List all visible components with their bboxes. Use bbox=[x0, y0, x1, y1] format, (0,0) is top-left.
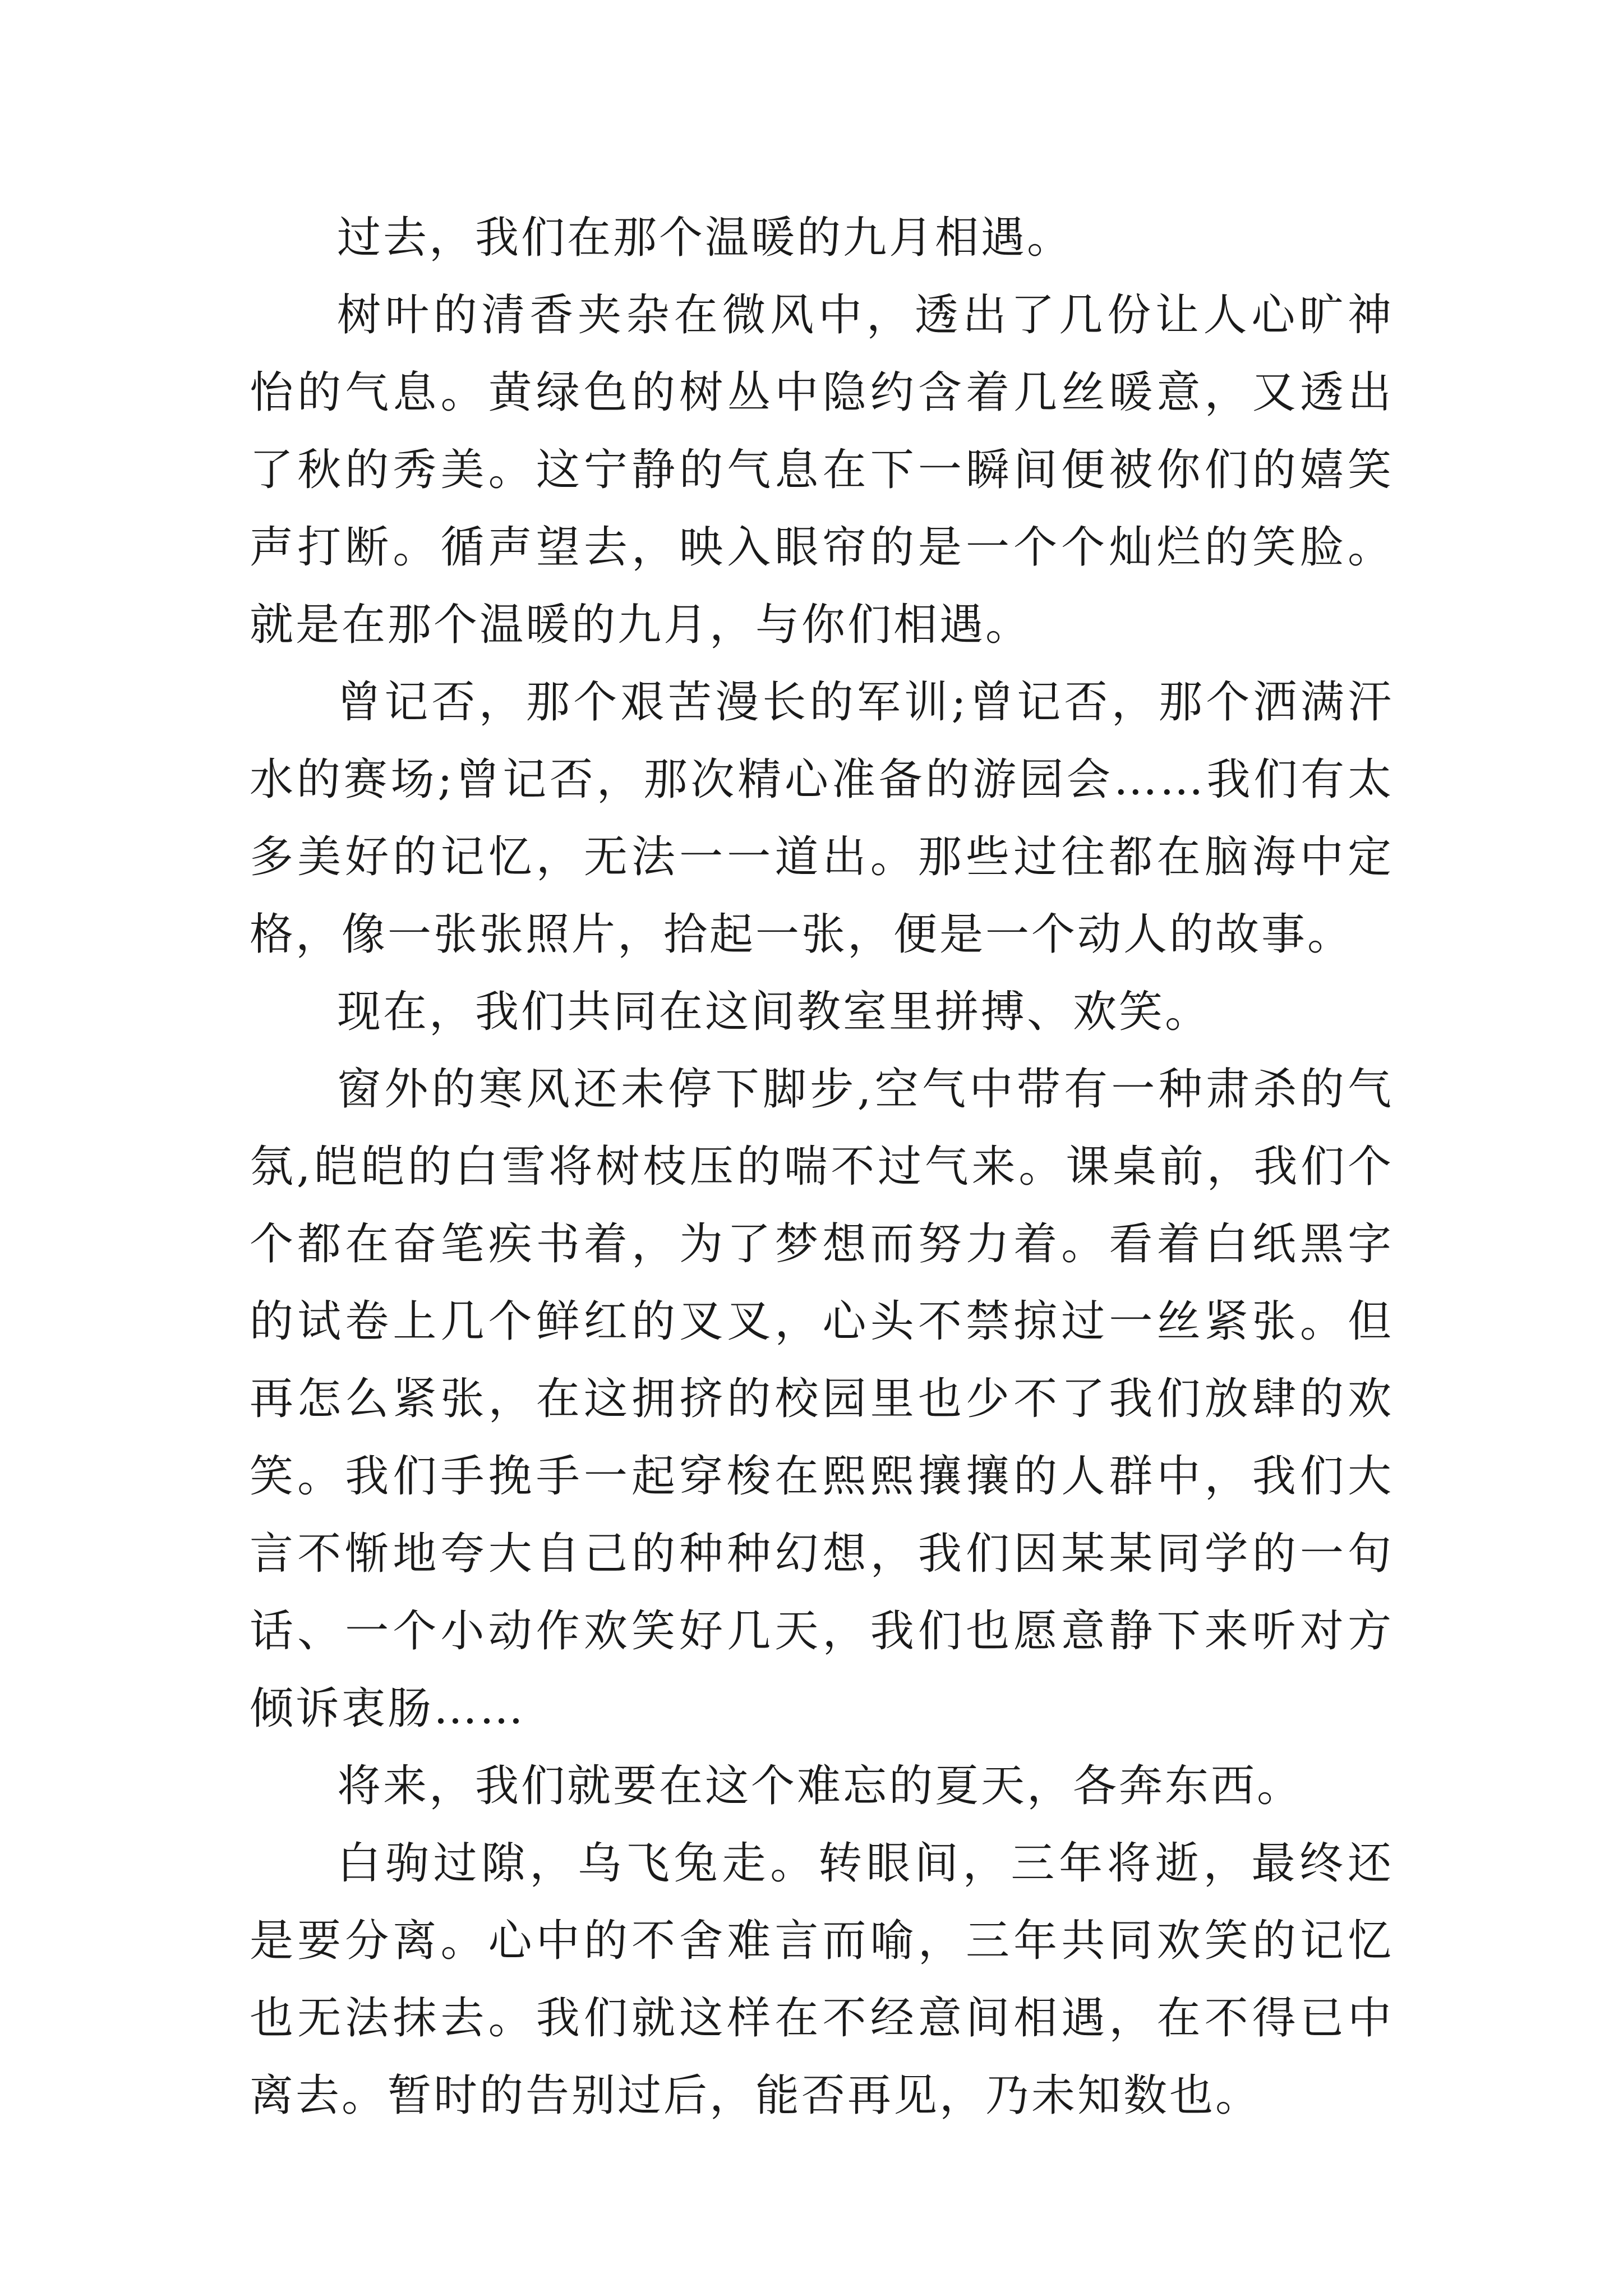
paragraph-september-meeting: 树叶的清香夹杂在微风中，透出了几份让人心旷神怡的气息。黄绿色的树丛中隐约含着几丝暖意，又透出了秋的秀美。这宁静的气息在下一瞬间便被你们的嬉笑声打断。循声望去，映入眼帘的是一个个灿烂的笑脸。就是在那个温暖的九月，与你们相遇。 bbox=[250, 290, 1394, 650]
paragraph-memories: 曾记否，那个艰苦漫长的军训;曾记否，那个洒满汗水的赛场;曾记否，那次精心准备的游园会……我们有太多美好的记忆，无法一一道出。那些过往都在脑海中定格，像一张张照片，拾起一张，便是一个动人的故事。 bbox=[250, 677, 1394, 960]
paragraph-farewell: 白驹过隙，乌飞兔走。转眼间，三年将逝，最终还是要分离。心中的不舍难言而喻，三年共同欢笑的记忆也无法抹去。我们就这样在不经意间相遇，在不得已中离去。暂时的告别过后，能否再见，乃未知数也。 bbox=[250, 1838, 1394, 2121]
paragraph-past: 过去，我们在那个温暖的九月相遇。 bbox=[337, 213, 1073, 263]
essay-body bbox=[250, 199, 1394, 2134]
paragraph-future: 将来，我们就要在这个难忘的夏天，各奔东西。 bbox=[337, 1761, 1303, 1811]
paragraph-present: 现在，我们共同在这间教室里拼搏、欢笑。 bbox=[337, 987, 1211, 1037]
paragraph-classroom: 窗外的寒风还未停下脚步,空气中带有一种肃杀的气氛,皑皑的白雪将树枝压的喘不过气来。课桌前，我们个个都在奋笔疾书着，为了梦想而努力着。看着白纸黑字的试卷上几个鲜红的叉叉，心头不禁掠过一丝紧张。但再怎么紧张，在这拥挤的校园里也少不了我们放肆的欢笑。我们手挽手一起穿梭在熙熙攘攘的人群中，我们大言不惭地夸大自己的种种幻想，我们因某某同学的一句话、一个小动作欢笑好几天，我们也愿意静下来听对方倾诉衷肠…… bbox=[250, 1064, 1394, 1734]
